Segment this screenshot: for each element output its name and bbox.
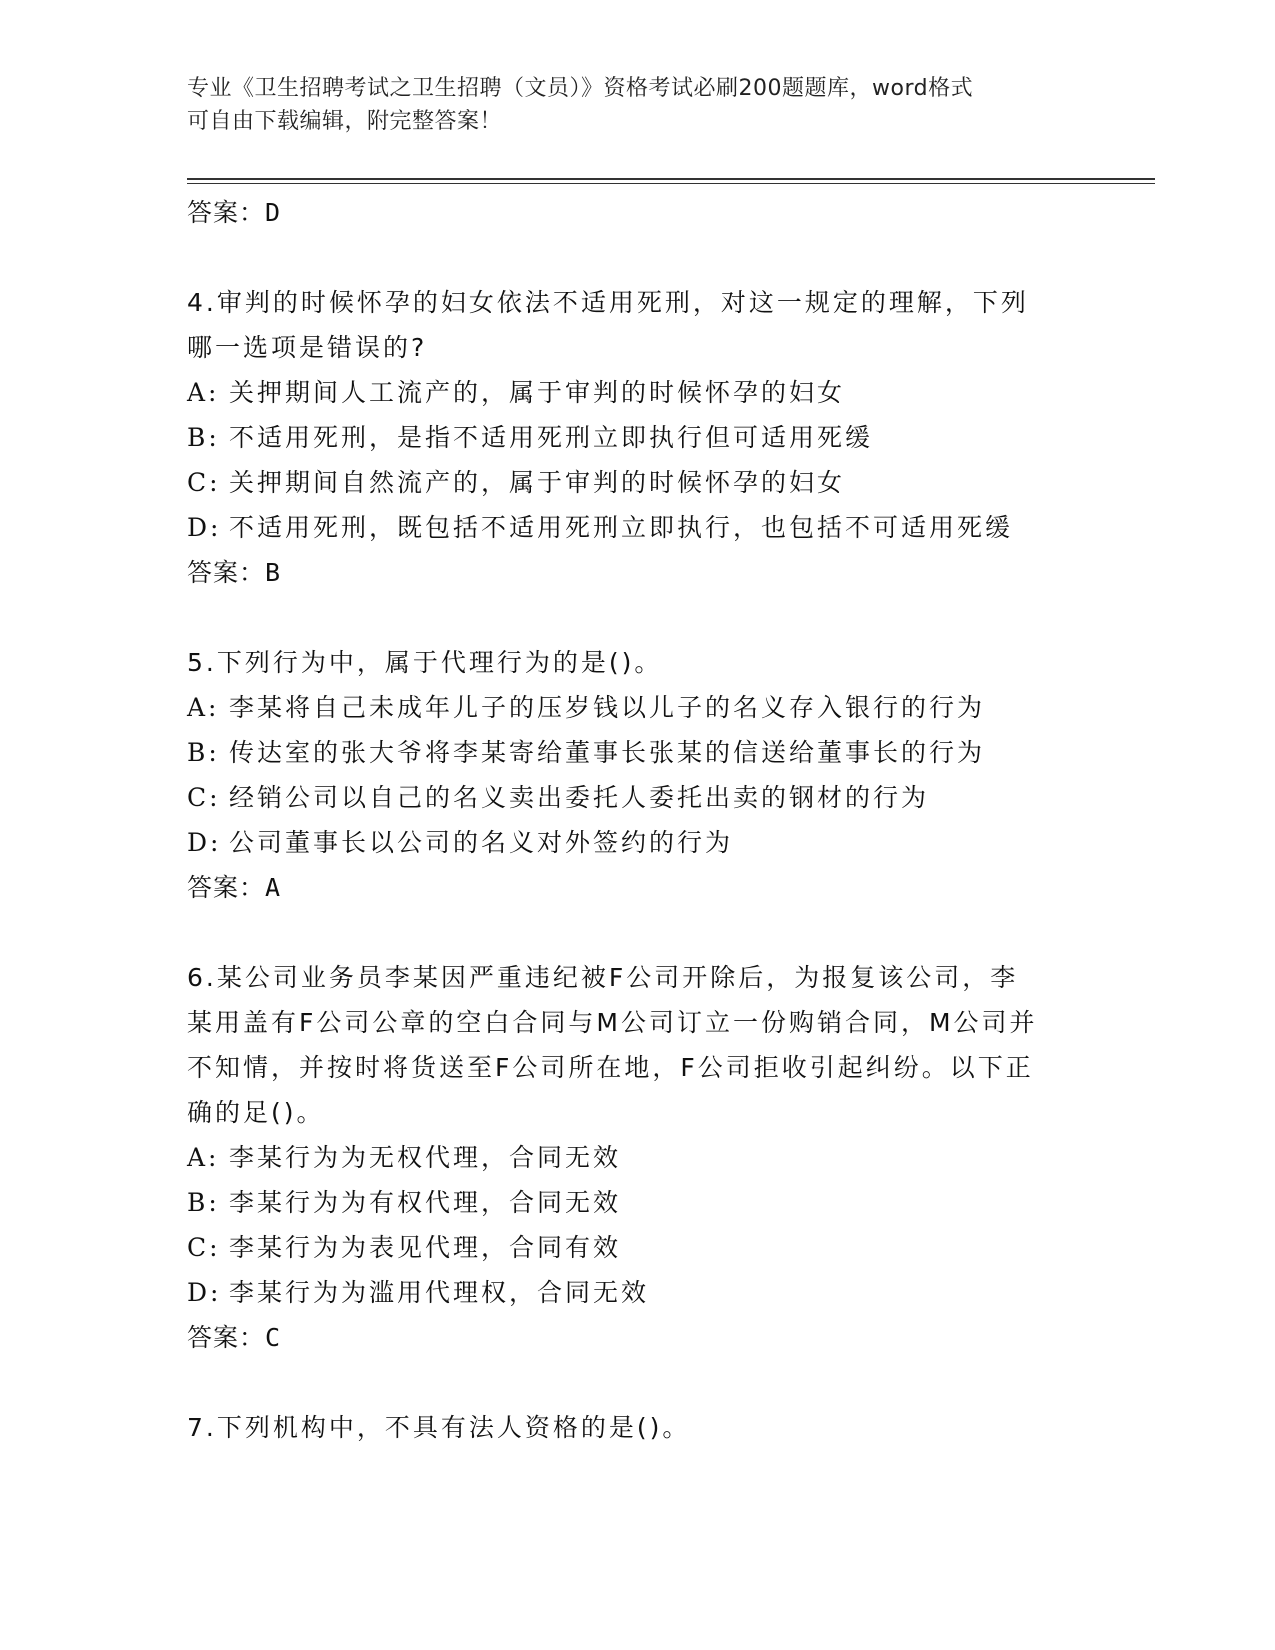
question-stem-line: 哪一选项是错误的? <box>187 333 428 362</box>
answer-line <box>187 1315 1107 1361</box>
option-key: D: <box>187 513 222 542</box>
option-c <box>187 460 1107 505</box>
option-b <box>187 415 1107 460</box>
option-text: 李某行为为表见代理，合同有效 <box>229 1233 622 1262</box>
answer-label: 答案： <box>187 558 266 587</box>
option-c <box>187 1225 1107 1270</box>
question-stem-line: 6.某公司业务员李某因严重违纪被F公司开除后，为报复该公司，李 <box>187 963 1019 992</box>
option-text: 关押期间人工流产的，属于审判的时候怀孕的妇女 <box>229 378 846 407</box>
option-key: C: <box>187 468 221 497</box>
answer-line <box>187 865 1107 911</box>
answer-label: 答案： <box>187 198 266 227</box>
option-b <box>187 1180 1107 1225</box>
answer-label: 答案： <box>187 873 266 902</box>
question-stem-line: 确的足()。 <box>187 1098 325 1127</box>
option-text: 李某行为为有权代理，合同无效 <box>229 1188 622 1217</box>
answer-line <box>187 550 1107 596</box>
option-a <box>187 1135 1107 1180</box>
option-text: 公司董事长以公司的名义对外签约的行为 <box>229 828 734 857</box>
answer-value: C <box>265 1323 282 1352</box>
option-text: 李某行为为滥用代理权，合同无效 <box>229 1278 650 1307</box>
option-key: C: <box>187 783 221 812</box>
option-d <box>187 505 1107 550</box>
header-divider <box>187 178 1155 184</box>
option-key: B: <box>187 1188 220 1217</box>
question-item <box>187 280 1107 596</box>
option-key: D: <box>187 828 222 857</box>
option-text: 关押期间自然流产的，属于审判的时候怀孕的妇女 <box>229 468 846 497</box>
option-text: 经销公司以自己的名义卖出委托人委托出卖的钢材的行为 <box>229 783 930 812</box>
question-stem-line: 某用盖有F公司公章的空白合同与M公司订立一份购销合同，M公司并 <box>187 1008 1038 1037</box>
answer-label: 答案： <box>187 1323 266 1352</box>
option-key: A: <box>187 378 220 407</box>
header-title-line-1: 专业《卫生招聘考试之卫生招聘（文员）》资格考试必刷200题题库，word格式 <box>187 76 974 101</box>
document-body <box>187 190 1107 1450</box>
option-text: 李某行为为无权代理，合同无效 <box>229 1143 622 1172</box>
document-header <box>187 72 1087 138</box>
option-key: B: <box>187 738 220 767</box>
option-d <box>187 820 1107 865</box>
question-stem-line: 5.下列行为中，属于代理行为的是()。 <box>187 648 663 677</box>
question-item <box>187 955 1107 1361</box>
answer-line <box>187 190 1107 236</box>
answer-value: D <box>265 198 282 227</box>
answer-value: B <box>265 558 282 587</box>
question-item <box>187 640 1107 911</box>
option-text: 不适用死刑，是指不适用死刑立即执行但可适用死缓 <box>229 423 874 452</box>
option-text: 传达室的张大爷将李某寄给董事长张某的信送给董事长的行为 <box>229 738 986 767</box>
option-text: 李某将自己未成年儿子的压岁钱以儿子的名义存入银行的行为 <box>229 693 986 722</box>
option-d <box>187 1270 1107 1315</box>
answer-value: A <box>265 873 282 902</box>
question-stem-line: 不知情，并按时将货送至F公司所在地，F公司拒收引起纠纷。以下正 <box>187 1053 1034 1082</box>
question-stem-line: 4.审判的时候怀孕的妇女依法不适用死刑，对这一规定的理解，下列 <box>187 288 1029 317</box>
option-a <box>187 370 1107 415</box>
option-text: 不适用死刑，既包括不适用死刑立即执行，也包括不可适用死缓 <box>229 513 1014 542</box>
option-a <box>187 685 1107 730</box>
option-key: B: <box>187 423 220 452</box>
option-c <box>187 775 1107 820</box>
question-item <box>187 1405 1107 1450</box>
option-key: C: <box>187 1233 221 1262</box>
option-key: D: <box>187 1278 222 1307</box>
option-b <box>187 730 1107 775</box>
header-title-line-2: 可自由下载编辑，附完整答案！ <box>187 109 503 134</box>
question-stem-line: 7.下列机构中，不具有法人资格的是()。 <box>187 1413 691 1442</box>
option-key: A: <box>187 1143 220 1172</box>
option-key: A: <box>187 693 220 722</box>
